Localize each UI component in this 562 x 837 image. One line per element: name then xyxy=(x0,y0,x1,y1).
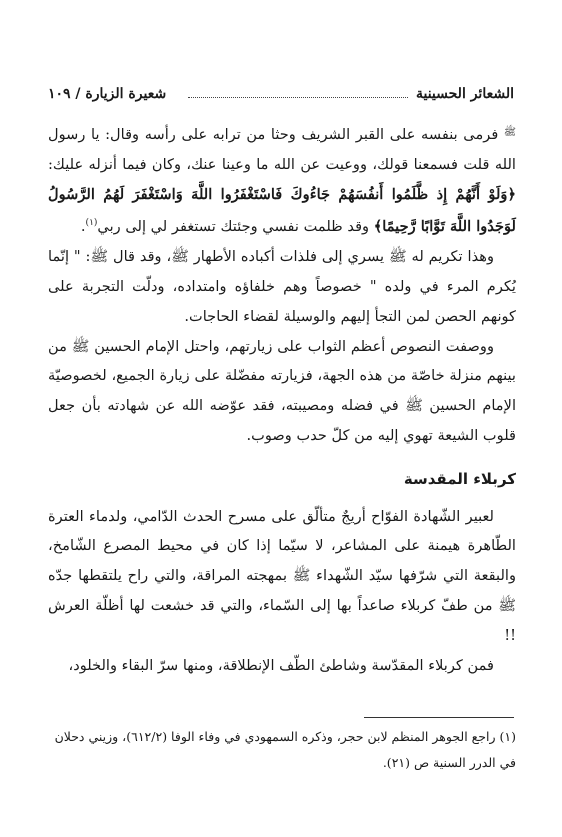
footnotes xyxy=(48,724,516,776)
honorific-glyph: ﷺ xyxy=(503,127,516,138)
footnote-1: (١) راجع الجوهر المنظم لابن حجر، وذكره السمهودي في وفاء الوفا (٦١٢/٢)، وزيني دحلان في الدرر السنية ص (٢١). xyxy=(54,729,516,770)
section-paragraph-1: لعبير الشّهادة الفوّاح أريجٌ متألّق على مسرح الحدث الدّامي، ولدماء العترة الطّاهرة هيمنة على المشاعر، لا سيّما إذا كان في محيط المصرع الشّامخ، والبقعة التي شرّفها سيّد الشّهداء ﷺ بمهجته المراقة، والتي راح يلتقطها جدّه ﷺ من طفّ كربلاء صاعداً بها إلى السّماء، والتي قد خشعت لها أظلّة العرش !! xyxy=(48,507,516,644)
paragraph-1-after: وقد ظلمت نفسي وجئتك تستغفر لي إلى ربي xyxy=(97,218,374,236)
quran-verse: ﴿وَلَوْ أَنَّهُمْ إِذ ظَّلَمُوا أَنفُسَهُمْ جَاءُوكَ فَاسْتَغْفَرُوا اللَّهَ وَاسْتَغْفَرَ لَهُمُ الرَّسُولُ لَوَجَدُوا اللَّهَ تَوَّابًا رَّحِيمًا﴾ xyxy=(48,185,516,236)
running-header xyxy=(48,82,514,106)
paragraph-1-text: فرمى بنفسه على القبر الشريف وحثا من ترابه على رأسه وقال: يا رسول الله قلت فسمعنا قولك، ووعيت عن الله ما وعينا عنك، وكان فيما أنزله عليك: xyxy=(48,126,516,173)
footnote-reference: (١) xyxy=(85,218,98,229)
paragraph-3: ووصفت النصوص أعظم الثواب على زيارتهم، واحتل الإمام الحسين ﷺ من بينهم منزلة خاصّة من هذه الجهة، فزيارته مفضّلة على زيارة الجميع، لخصوصيّة الإمام الحسين ﷺ في فضله ومصيبته، فقد عوّضه الله عن شهادته بأن جعل قلوب الشيعة تهوي إليه من كلّ حدب وصوب. xyxy=(48,337,516,444)
paragraph-1 xyxy=(48,118,516,242)
paragraph-2: وهذا تكريم له ﷺ يسري إلى فلذات أكباده الأطهار ﷺ، وقد قال ﷺ: " إنّما يُكرم المرء في ولده " خصوصاً وهم خلفاؤه وامتداده، ودلّت التجربة على كونهم الحصن لمن التجأ إليهم والوسيلة لقضاء الحاجات. xyxy=(48,248,516,325)
footnote-separator xyxy=(364,717,514,718)
main-text xyxy=(48,118,516,680)
section-paragraph-2: فمن كربلاء المقدّسة وشاطئ الطّف الإنطلاقة، ومنها سرّ البقاء والخلود، xyxy=(68,656,494,674)
section-heading: كربلاء المقدسة xyxy=(403,469,516,488)
header-dotted-leader xyxy=(188,97,408,98)
header-book-title: الشعائر الحسينية xyxy=(415,86,514,102)
header-chapter-and-page: شعيرة الزيارة / ١٠٩ xyxy=(48,86,167,102)
paragraph-1-end: . xyxy=(80,218,86,236)
